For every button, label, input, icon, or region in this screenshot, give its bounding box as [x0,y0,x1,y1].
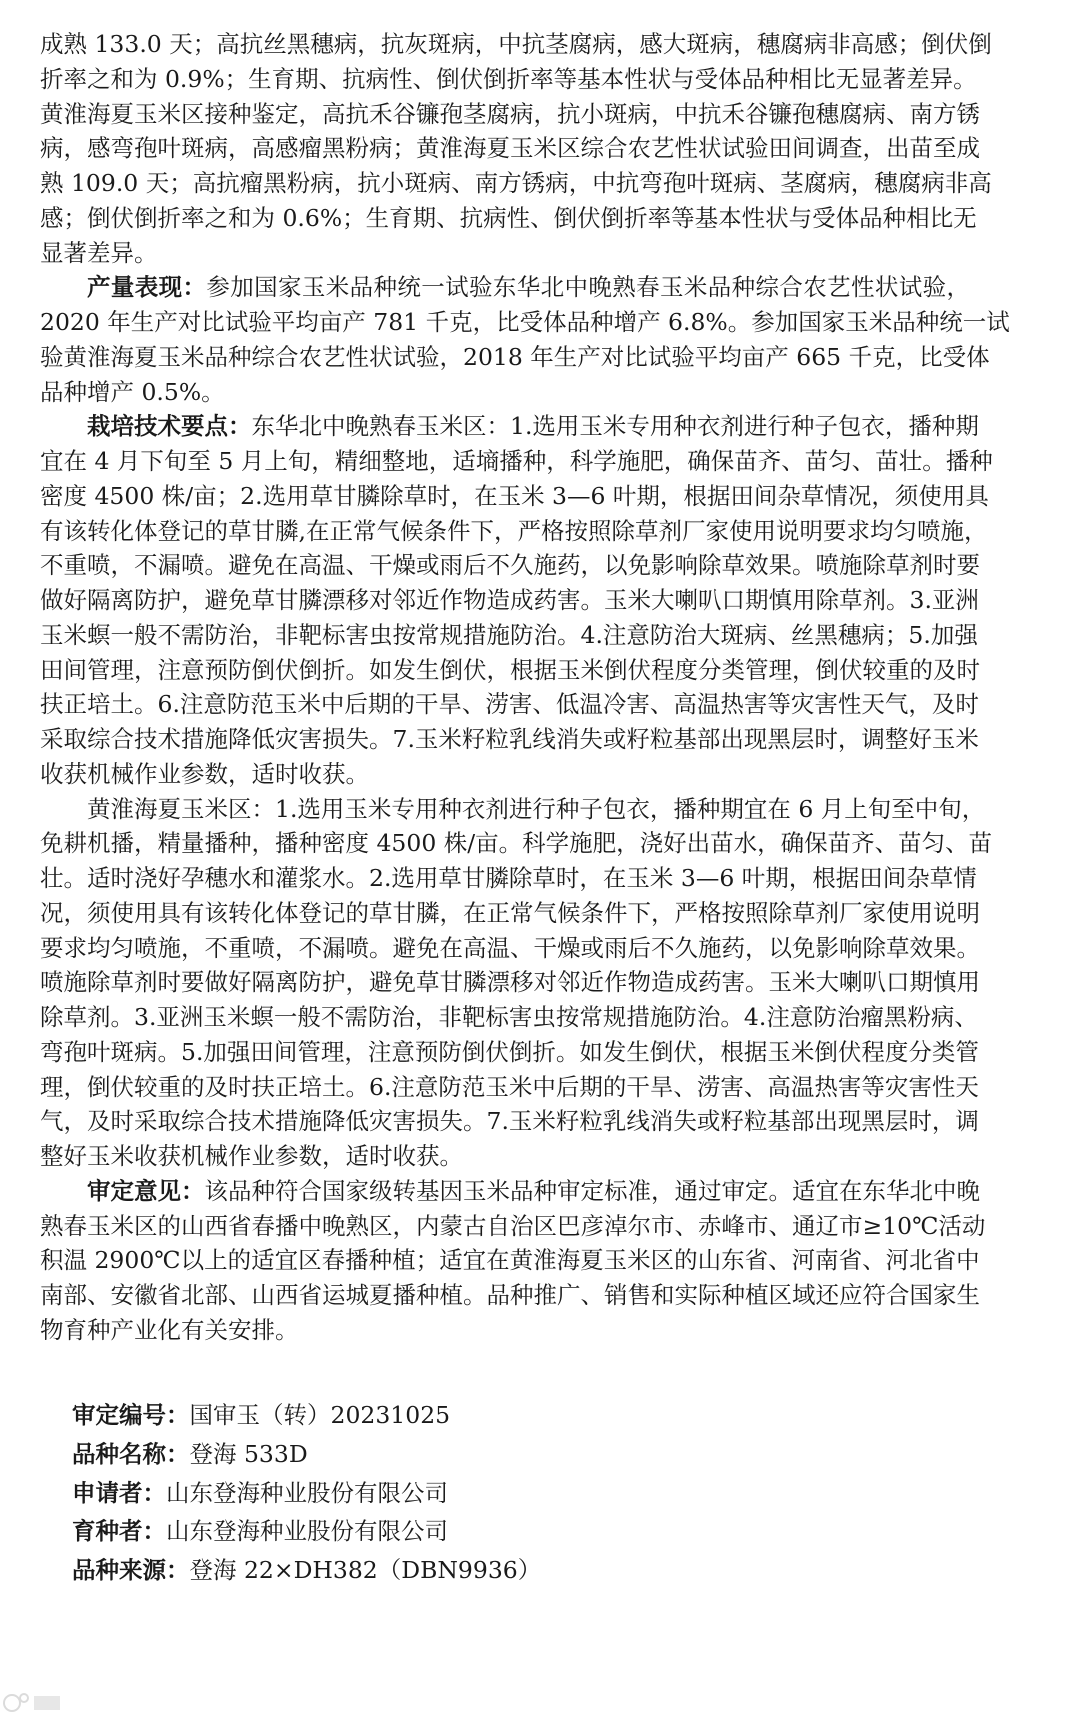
text-line [40,305,1010,340]
info-value: 登海 22×DH382（DBN9936） [189,1556,542,1585]
watermark-logo-icon [2,1688,62,1718]
line-text: 宜在 4 月下旬至 5 月上旬，精细整地，适墒播种，科学施肥，确保苗齐、苗匀、苗壮。播种 [40,447,993,475]
text-line [40,792,986,827]
info-label: 品种来源： [72,1556,190,1585]
line-text: 黄淮海夏玉米区：1.选用玉米专用种衣剂进行种子包衣，播种期宜在 6 月上旬至中旬， [87,794,986,823]
line-text: 黄淮海夏玉米区接种鉴定，高抗禾谷镰孢茎腐病，抗小斑病，中抗禾谷镰孢穗腐病、南方锈 [40,99,980,128]
info-row [72,1551,541,1590]
line-text: 显著差异。 [40,238,158,267]
line-text: 熟 109.0 天；高抗瘤黑粉病，抗小斑病、南方锈病，中抗弯孢叶斑病、茎腐病，穗腐病非高 [40,169,992,197]
text-line [40,375,970,410]
line-text: 收获机械作业参数，适时收获。 [40,759,369,788]
text-line [40,896,980,931]
text-line [40,861,977,896]
line-text: 壮。适时浇好孕穗水和灌浆水。2.选用草甘膦除草时，在玉米 3—6 叶期，根据田间杂草情 [40,864,977,892]
line-text: 做好隔离防护，避免草甘膦漂移对邻近作物造成药害。玉米大喇叭口期慎用除草剂。3.亚洲 [40,586,979,614]
text-line [40,1174,980,1209]
line-text: 况，须使用具有该转化体登记的草甘膦，在正常气候条件下，严格按照除草剂厂家使用说明 [40,898,980,927]
line-text: 折率之和为 0.9%；生育期、抗病性、倒伏倒折率等基本性状与受体品种相比无显著差异。 [40,64,977,93]
info-row [72,1396,541,1435]
line-text: 整好玉米收获机械作业参数，适时收获。 [40,1142,463,1170]
line-text: 验黄淮海夏玉米品种综合农艺性状试验，2018 年生产对比试验平均亩产 665 千克，比受体 [40,342,990,371]
info-row [72,1435,541,1474]
document-body [40,27,1010,1348]
line-text: 田间管理，注意预防倒伏倒折。如发生倒伏，根据玉米倒伏程度分类管理，倒伏较重的及时 [40,655,980,684]
text-line [40,687,979,722]
line-text: 喷施除草剂时要做好隔离防护，避免草甘膦漂移对邻近作物造成药害。玉米大喇叭口期慎用 [40,968,980,997]
text-line [40,722,979,757]
info-label: 申请者： [72,1478,166,1507]
info-label: 育种者： [72,1517,166,1546]
text-line [40,131,980,166]
info-value: 国审玉（转）20231025 [189,1401,451,1429]
text-line [40,270,970,305]
text-line [40,340,990,375]
text-line [40,479,989,514]
info-label: 审定编号： [72,1401,190,1429]
text-line [40,548,980,583]
line-text: 理，倒伏较重的及时扶正培土。6.注意防范玉米中后期的干旱、涝害、高温热害等灾害性天 [40,1072,979,1101]
text-line [40,826,993,861]
line-text: 南部、安徽省北部、山西省运城夏播种植。品种推广、销售和实际种植区域还应符合国家生 [40,1281,980,1309]
section-label: 审定意见： [87,1176,205,1205]
text-line [40,1000,978,1035]
line-text: 熟春玉米区的山西省春播中晚熟区，内蒙古自治区巴彦淖尔市、赤峰市、通辽市≥10℃活动 [40,1211,986,1240]
line-text: 感；倒伏倒折率之和为 0.6%；生育期、抗病性、倒伏倒折率等基本性状与受体品种相比无 [40,203,977,232]
line-text: 除草剂。3.亚洲玉米螟一般不需防治，非靶标害虫按常规措施防治。4.注意防治瘤黑粉病、 [40,1003,978,1031]
line-text: 病，感弯孢叶斑病，高感瘤黑粉病；黄淮海夏玉米区综合农艺性状试验田间调查，出苗至成 [40,134,980,163]
text-line [40,931,980,966]
text-line [40,1209,986,1244]
text-line [40,583,979,618]
text-line [40,409,979,444]
line-text: 成熟 133.0 天；高抗丝黑穗病，抗灰斑病，中抗茎腐病，感大斑病，穗腐病非高感；倒伏倒 [40,30,992,58]
text-line [40,653,980,688]
line-text: 东华北中晚熟春玉米区：1.选用玉米专用种衣剂进行种子包衣，播种期 [251,412,979,441]
text-line [40,1139,970,1174]
line-text: 密度 4500 株/亩；2.选用草甘膦除草时，在玉米 3—6 叶期，根据田间杂草情况，须使用具 [40,481,989,510]
info-value: 登海 533D [189,1439,308,1468]
line-text: 采取综合技术措施降低灾害损失。7.玉米籽粒乳线消失或籽粒基部出现黑层时，调整好玉米 [40,725,979,753]
text-line [40,236,970,271]
line-text: 气，及时采取综合技术措施降低灾害损失。7.玉米籽粒乳线消失或籽粒基部出现黑层时，调 [40,1107,979,1136]
text-line [40,1243,980,1278]
text-line [40,1278,980,1313]
section-label: 产量表现： [87,273,207,302]
text-line [40,62,977,97]
info-row [72,1474,541,1513]
text-line [40,1313,970,1348]
text-line [40,97,980,132]
text-line [40,1035,979,1070]
line-text: 有该转化体登记的草甘膦,在正常气候条件下，严格按照除草剂厂家使用说明要求均匀喷施， [40,516,988,545]
info-label: 品种名称： [72,1439,190,1468]
text-line [40,444,993,479]
line-text: 该品种符合国家级转基因玉米品种审定标准，通过审定。适宜在东华北中晚 [204,1176,980,1205]
line-text: 品种增产 0.5%。 [40,377,225,406]
line-text: 扶正培土。6.注意防范玉米中后期的干旱、涝害、低温冷害、高温热害等灾害性天气，及时 [40,690,979,719]
line-text: 物育种产业化有关安排。 [40,1315,299,1344]
text-line [40,965,980,1000]
line-text: 2020 年生产对比试验平均亩产 781 千克，比受体品种增产 6.8%。参加国家玉米品种统一试 [40,308,1010,336]
info-row [72,1512,541,1551]
text-line [40,514,988,549]
text-line [40,1104,979,1139]
variety-info [72,1396,541,1590]
info-value: 山东登海种业股份有限公司 [166,1478,448,1507]
text-line [40,618,978,653]
line-text: 免耕机播，精量播种，播种密度 4500 株/亩。科学施肥，浇好出苗水，确保苗齐、苗匀、苗 [40,829,993,858]
text-line [40,1070,979,1105]
line-text: 不重喷，不漏喷。避免在高温、干燥或雨后不久施药，以免影响除草效果。喷施除草剂时要 [40,551,980,580]
info-value: 山东登海种业股份有限公司 [166,1517,448,1546]
line-text: 积温 2900℃以上的适宜区春播种植；适宜在黄淮海夏玉米区的山东省、河南省、河北省中 [40,1246,980,1275]
text-line [40,757,970,792]
section-label: 栽培技术要点： [87,412,252,441]
line-text: 弯孢叶斑病。5.加强田间管理，注意预防倒伏倒折。如发生倒伏，根据玉米倒伏程度分类管 [40,1037,979,1066]
line-text: 要求均匀喷施，不重喷，不漏喷。避免在高温、干燥或雨后不久施药，以免影响除草效果。 [40,933,980,962]
text-line [40,201,977,236]
line-text: 玉米螟一般不需防治，非靶标害虫按常规措施防治。4.注意防治大斑病、丝黑穗病；5.加强 [40,620,978,649]
text-line [40,166,992,201]
line-text: 参加国家玉米品种统一试验东华北中晚熟春玉米品种综合农艺性状试验， [206,273,970,302]
text-line [40,27,992,62]
